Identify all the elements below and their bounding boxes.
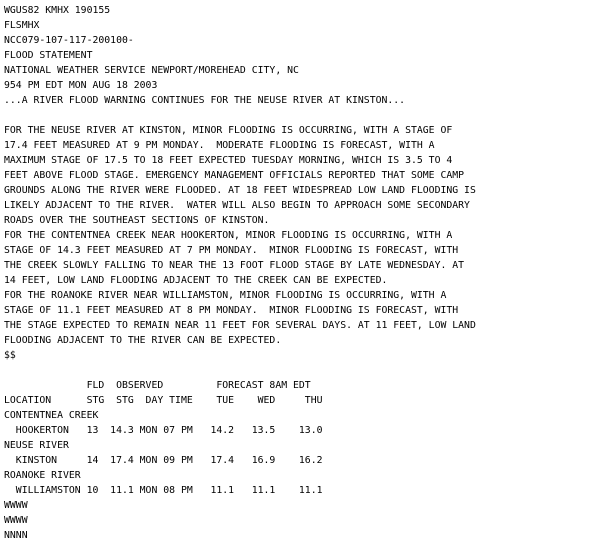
body-line: THE STAGE EXPECTED TO REMAIN NEAR 11 FEET FOR SEVERAL DAYS. AT 11 FEET, LOW LAND bbox=[4, 320, 476, 331]
body-line: MAXIMUM STAGE OF 17.5 TO 18 FEET EXPECTED TUESDAY MORNING, WHICH IS 3.5 TO 4 bbox=[4, 155, 453, 166]
header-line: FLOOD STATEMENT bbox=[4, 50, 93, 61]
table-group-label: NEUSE RIVER bbox=[4, 440, 69, 451]
body-line: ROADS OVER THE SOUTHEAST SECTIONS OF KINSTON. bbox=[4, 215, 270, 226]
header-line: NATIONAL WEATHER SERVICE NEWPORT/MOREHEAD CITY, NC bbox=[4, 65, 299, 76]
header-line: FLSMHX bbox=[4, 20, 40, 31]
body-line: THE CREEK SLOWLY FALLING TO NEAR THE 13 FOOT FLOOD STAGE BY LATE WEDNESDAY. AT bbox=[4, 260, 465, 271]
body-line: 17.4 FEET MEASURED AT 9 PM MONDAY. MODERATE FLOODING IS FORECAST, WITH A bbox=[4, 140, 435, 151]
table-group-label: ROANOKE RIVER bbox=[4, 470, 81, 481]
headline: ...A RIVER FLOOD WARNING CONTINUES FOR THE NEUSE RIVER AT KINSTON... bbox=[4, 95, 406, 106]
table-header-line: FLD OBSERVED FORECAST 8AM EDT bbox=[4, 380, 311, 391]
header-line: 954 PM EDT MON AUG 18 2003 bbox=[4, 80, 158, 91]
body-line: 14 FEET, LOW LAND FLOODING ADJACENT TO THE CREEK CAN BE EXPECTED. bbox=[4, 275, 388, 286]
body-line: STAGE OF 11.1 FEET MEASURED AT 8 PM MONDAY. MINOR FLOODING IS FORECAST, WITH bbox=[4, 305, 459, 316]
trailer-line: WWWW bbox=[4, 515, 28, 526]
table-header-line: LOCATION STG STG DAY TIME TUE WED THU bbox=[4, 395, 323, 406]
table-row: HOOKERTON 13 14.3 MON 07 PM 14.2 13.5 13.0 bbox=[4, 425, 323, 436]
blank-line bbox=[4, 108, 476, 123]
body-line: LIKELY ADJACENT TO THE RIVER. WATER WILL ALSO BEGIN TO APPROACH SOME SECONDARY bbox=[4, 200, 470, 211]
blank-line bbox=[4, 363, 476, 378]
body-line: STAGE OF 14.3 FEET MEASURED AT 7 PM MONDAY. MINOR FLOODING IS FORECAST, WITH bbox=[4, 245, 459, 256]
body-line: FEET ABOVE FLOOD STAGE. EMERGENCY MANAGEMENT OFFICIALS REPORTED THAT SOME CAMP bbox=[4, 170, 465, 181]
body-line: FOR THE ROANOKE RIVER NEAR WILLIAMSTON, MINOR FLOODING IS OCCURRING, WITH A bbox=[4, 290, 447, 301]
header-line: WGUS82 KMHX 190155 bbox=[4, 5, 111, 16]
table-row: KINSTON 14 17.4 MON 09 PM 17.4 16.9 16.2 bbox=[4, 455, 323, 466]
body-line: FOR THE CONTENTNEA CREEK NEAR HOOKERTON, MINOR FLOODING IS OCCURRING, WITH A bbox=[4, 230, 453, 241]
trailer-line: WWWW bbox=[4, 500, 28, 511]
end-marker: $$ bbox=[4, 350, 16, 361]
flood-statement-document bbox=[4, 3, 476, 543]
table-group-label: CONTENTNEA CREEK bbox=[4, 410, 99, 421]
body-line: GROUNDS ALONG THE RIVER WERE FLOODED. AT 18 FEET WIDESPREAD LOW LAND FLOODING IS bbox=[4, 185, 476, 196]
body-line: FLOODING ADJACENT TO THE RIVER CAN BE EXPECTED. bbox=[4, 335, 282, 346]
body-line: FOR THE NEUSE RIVER AT KINSTON, MINOR FLOODING IS OCCURRING, WITH A STAGE OF bbox=[4, 125, 453, 136]
trailer-line: NNNN bbox=[4, 530, 28, 541]
table-row: WILLIAMSTON 10 11.1 MON 08 PM 11.1 11.1 11.1 bbox=[4, 485, 323, 496]
header-line: NCC079-107-117-200100- bbox=[4, 35, 134, 46]
